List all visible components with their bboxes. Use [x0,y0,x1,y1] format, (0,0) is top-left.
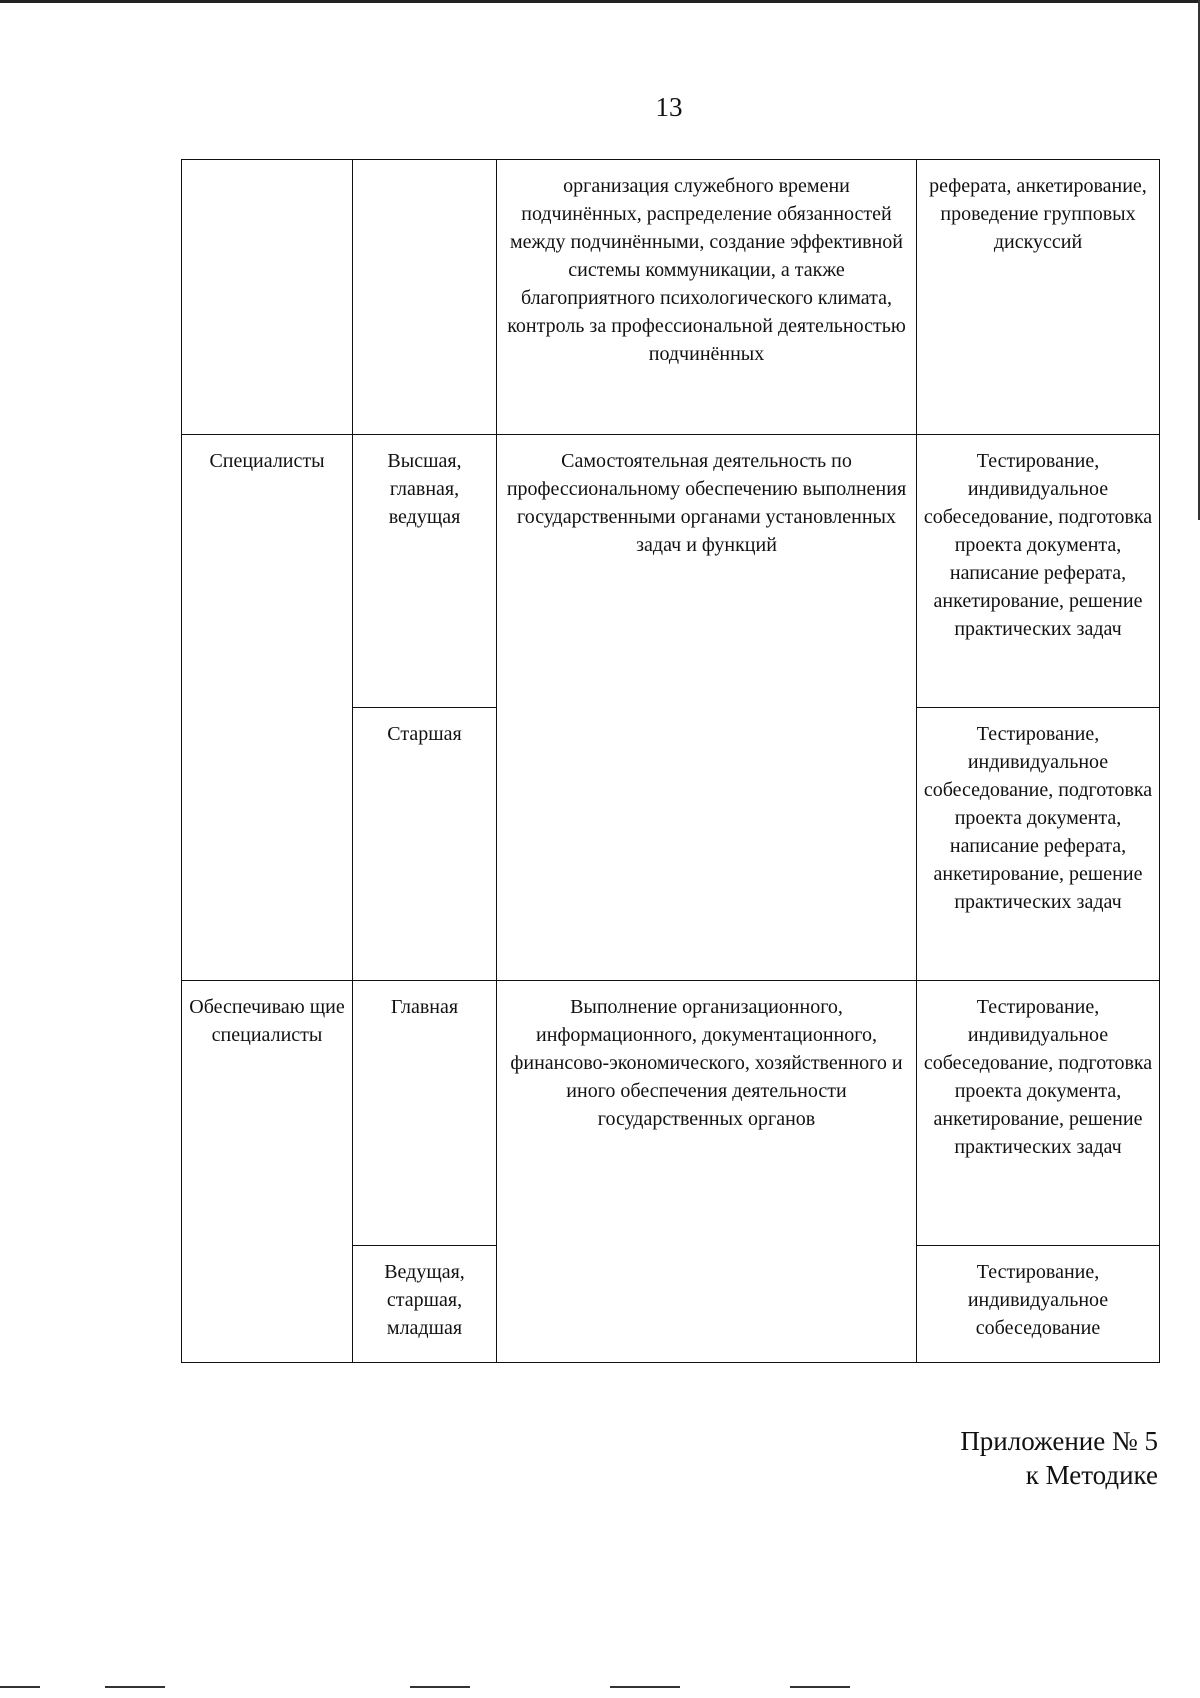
appendix-title: Приложение № 5 [960,1426,1158,1456]
table-row [182,435,1160,708]
scan-artifact [105,1686,165,1688]
level-cell: Высшая, главная, ведущая [353,435,497,708]
scan-artifact [790,1686,850,1688]
level-cell: Ведущая, старшая, младшая [353,1246,497,1363]
appendix-subtitle: к Методике [1025,1460,1158,1490]
methods-cell: реферата, анкетирование, проведение групповых дискуссий [917,160,1160,435]
scan-artifact [410,1686,470,1688]
page-number: 13 [655,92,683,122]
duties-cell: Выполнение организационного, информационного, документационного, финансово-экономического, хозяйственного и иного обеспечения деятельности государственных органов [497,981,917,1363]
duties-cell: организация служебного времени подчинённых, распределение обязанностей между подчинёнными, создание эффективной системы коммуникации, а также благоприятного психологического климата, контроль за профессиональной деятельностью подчинённых [497,160,917,435]
level-cell: Главная [353,981,497,1246]
methods-cell: Тестирование, индивидуальное собеседование [917,1246,1160,1363]
level-cell [353,160,497,435]
group-cell: Обеспечиваю щие специалисты [182,981,353,1363]
scan-artifact [0,1686,40,1688]
level-cell: Старшая [353,708,497,981]
table-row [182,160,1160,435]
group-cell: Специалисты [182,435,353,981]
methods-cell: Тестирование, индивидуальное собеседование, подготовка проекта документа, написание реферата, анкетирование, решение практических задач [917,435,1160,708]
duties-cell: Самостоятельная деятельность по профессиональному обеспечению выполнения государственными органами установленных задач и функций [497,435,917,981]
scan-edge-top [0,0,1200,3]
table-row [182,981,1160,1246]
methods-cell: Тестирование, индивидуальное собеседование, подготовка проекта документа, анкетирование, решение практических задач [917,981,1160,1246]
scan-artifact [610,1686,680,1688]
appendix-caption [960,1424,1158,1492]
methods-cell: Тестирование, индивидуальное собеседование, подготовка проекта документа, написание реферата, анкетирование, решение практических задач [917,708,1160,981]
qualification-table [181,159,1160,1363]
group-cell [182,160,353,435]
